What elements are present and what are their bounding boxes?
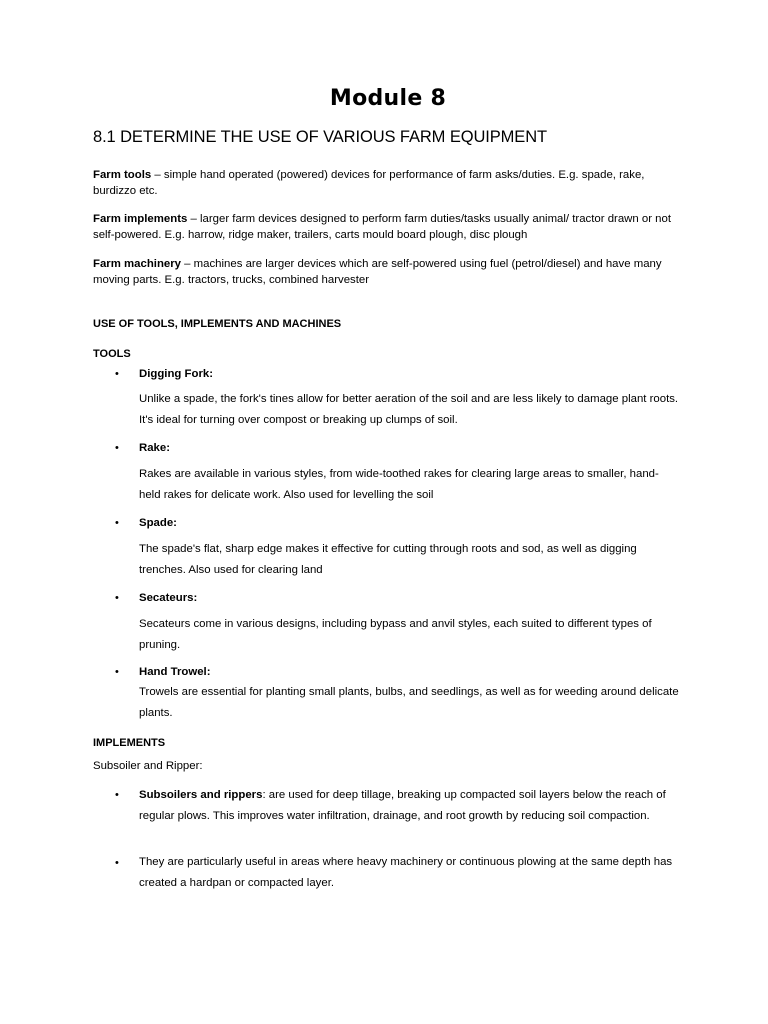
implement-description: They are particularly useful in areas where heavy machinery or continuous plowing at the same depth has created a hardpan or compacted layer.: [139, 856, 673, 889]
tool-name-hand-trowel: Hand Trowel:: [139, 666, 211, 678]
bullet-icon: •: [115, 857, 119, 869]
document-page: [93, 0, 683, 1024]
tool-text-secateurs: Secateurs come in various designs, including bypass and anvil styles, each suited to different types of pruning.: [139, 618, 652, 651]
definition-farm-tools: [93, 168, 678, 199]
use-heading: USE OF TOOLS, IMPLEMENTS AND MACHINES: [93, 318, 342, 330]
definition-farm-machinery: [93, 257, 678, 288]
definition-farm-implements: [93, 212, 678, 243]
implement-description: : are used for deep tillage, breaking up compacted soil layers below the reach of regular plows. This improves water infiltration, drainage, and root growth by reducing soil compaction.: [139, 789, 666, 822]
definition-term: Farm machinery: [93, 258, 181, 270]
tool-text-spade: The spade's flat, sharp edge makes it effective for cutting through roots and sod, as well as digging trenches. Also used for clearing land: [139, 543, 637, 576]
bullet-icon: •: [115, 592, 119, 604]
tool-name-digging-fork: Digging Fork:: [139, 368, 214, 380]
module-title: Module 8: [329, 86, 447, 111]
bullet-icon: •: [115, 789, 119, 801]
definition-text: – simple hand operated (powered) devices for performance of farm asks/duties. E.g. spade, rake, burdizzo etc.: [93, 169, 645, 197]
tool-name-rake: Rake:: [139, 442, 171, 454]
tools-heading: TOOLS: [93, 348, 131, 360]
tool-name-secateurs: Secateurs:: [139, 592, 198, 604]
bullet-icon: •: [115, 368, 119, 380]
implement-text-subsoilers: [139, 785, 679, 826]
definition-text: – larger farm devices designed to perform farm duties/tasks usually animal/ tractor drawn or not self-powered. E.g. harrow, ridge maker, trailers, carts mould board plough, disc plough: [93, 213, 672, 241]
tool-text-digging-fork: Unlike a spade, the fork's tines allow for better aeration of the soil and are less likely to damage plant roots. It's ideal for turning over compost or breaking up clumps of soil.: [139, 393, 679, 426]
definition-term: Farm tools: [93, 169, 152, 181]
definition-text: – machines are larger devices which are self-powered using fuel (petrol/diesel) and have many moving parts. E.g. tractors, trucks, combined harvester: [93, 258, 662, 286]
section-heading: 8.1 DETERMINE THE USE OF VARIOUS FARM EQUIPMENT: [93, 128, 548, 146]
bullet-icon: •: [115, 517, 119, 529]
implement-term: Subsoilers and rippers: [139, 789, 263, 801]
implements-heading: IMPLEMENTS: [93, 737, 166, 749]
tool-name-spade: Spade:: [139, 517, 177, 529]
bullet-icon: •: [115, 666, 119, 678]
implements-subheading: Subsoiler and Ripper:: [93, 760, 203, 772]
implement-text-hardpan: [139, 852, 679, 893]
tool-text-rake: Rakes are available in various styles, from wide-toothed rakes for clearing large areas to smaller, hand-held rakes for delicate work. Also used for levelling the soil: [139, 468, 659, 501]
definition-term: Farm implements: [93, 213, 188, 225]
tool-text-hand-trowel: Trowels are essential for planting small plants, bulbs, and seedlings, as well as for weeding around delicate plants.: [139, 686, 679, 719]
bullet-icon: •: [115, 442, 119, 454]
